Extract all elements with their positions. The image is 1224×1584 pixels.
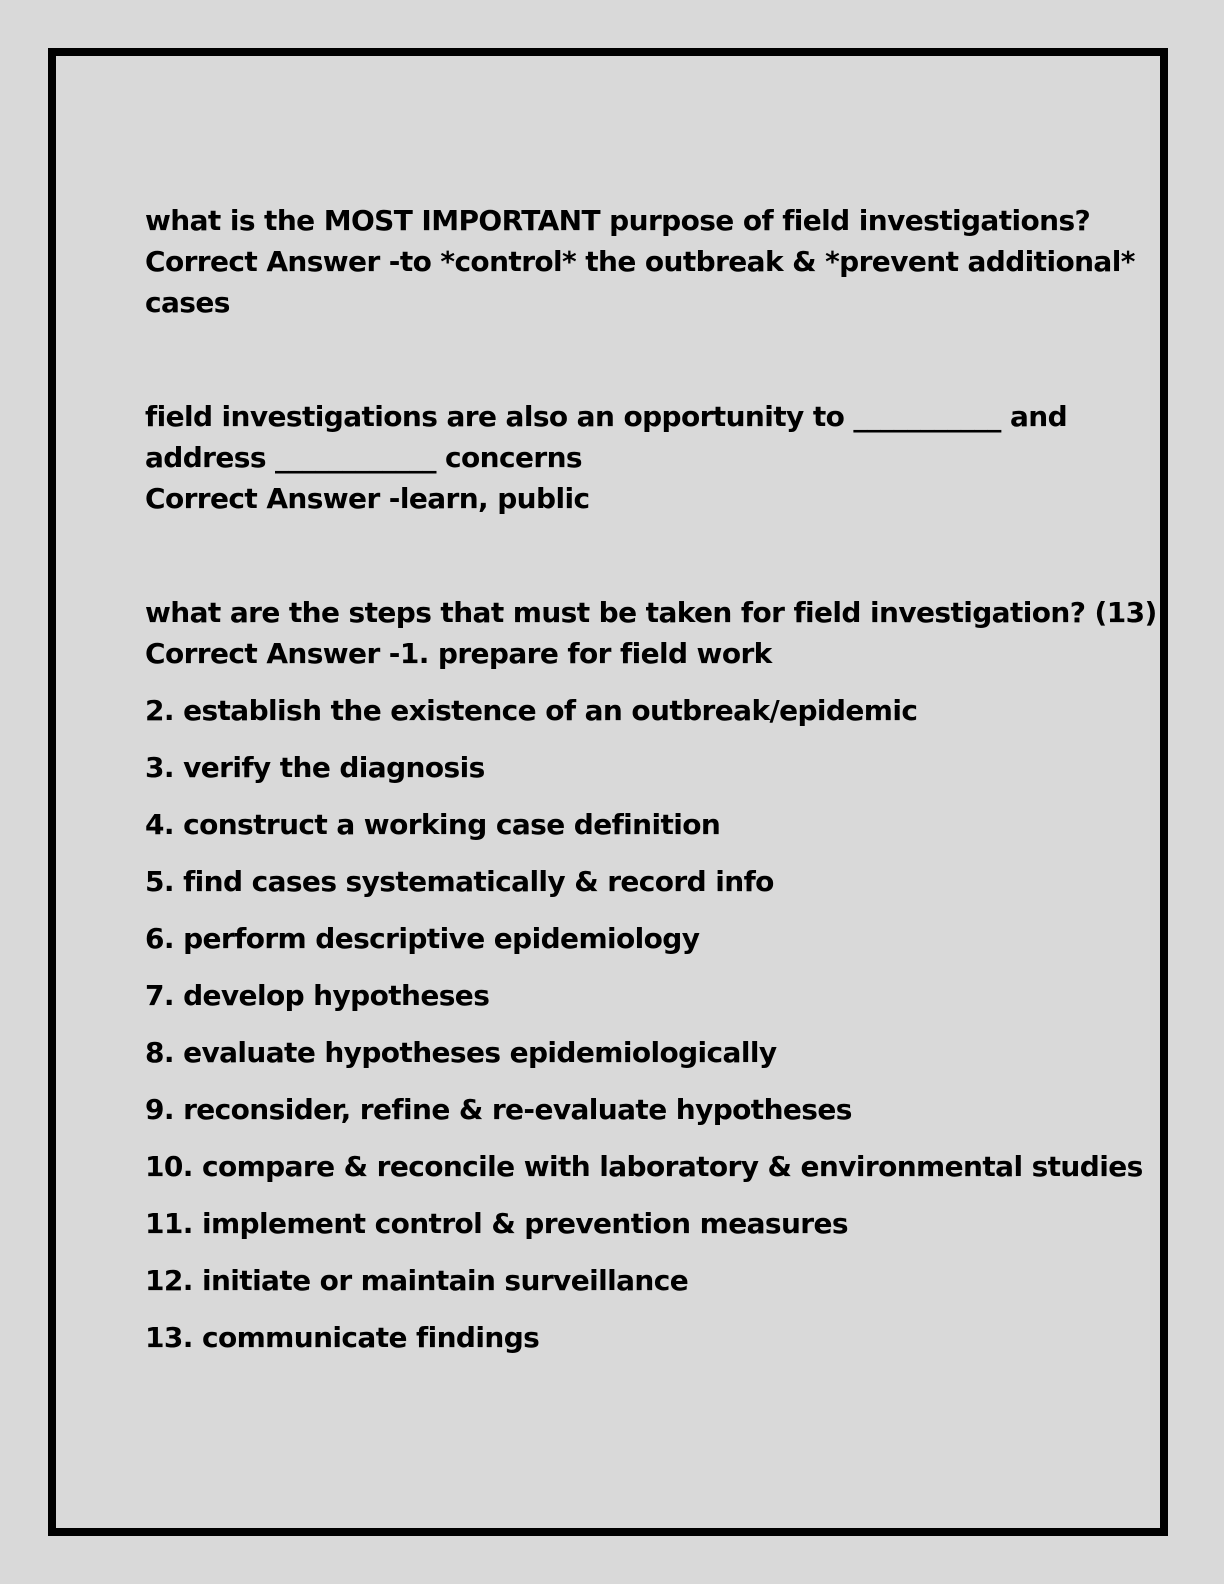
list-item: 11. implement control & prevention measures bbox=[145, 1207, 848, 1240]
steps-list bbox=[145, 690, 1143, 1358]
list-item: 7. develop hypotheses bbox=[145, 979, 490, 1012]
question-1-answer: Correct Answer -to *control* the outbreak & *prevent additional* bbox=[145, 245, 1135, 278]
question-3-answer: Correct Answer -1. prepare for field work bbox=[145, 637, 772, 670]
question-3-text: what are the steps that must be taken for field investigation? (13) bbox=[145, 596, 1157, 629]
question-3 bbox=[145, 592, 1157, 1358]
list-item: 13. communicate findings bbox=[145, 1321, 540, 1354]
question-1-text: what is the MOST IMPORTANT purpose of field investigations? bbox=[145, 204, 1091, 237]
list-item: 8. evaluate hypotheses epidemiologically bbox=[145, 1036, 777, 1069]
document-body bbox=[145, 200, 1157, 1374]
question-1 bbox=[145, 200, 1135, 323]
question-1-answer-cont: cases bbox=[145, 286, 230, 319]
question-2-text: field investigations are also an opportunity to ___________ and bbox=[145, 400, 1068, 433]
list-item: 5. find cases systematically & record info bbox=[145, 865, 774, 898]
list-item: 3. verify the diagnosis bbox=[145, 751, 485, 784]
list-item: 9. reconsider, refine & re-evaluate hypotheses bbox=[145, 1093, 852, 1126]
list-item: 6. perform descriptive epidemiology bbox=[145, 922, 700, 955]
list-item: 12. initiate or maintain surveillance bbox=[145, 1264, 689, 1297]
list-item: 2. establish the existence of an outbreak/epidemic bbox=[145, 694, 918, 727]
question-2 bbox=[145, 396, 1085, 519]
list-item: 10. compare & reconcile with laboratory & environmental studies bbox=[145, 1150, 1143, 1183]
list-item: 4. construct a working case definition bbox=[145, 808, 721, 841]
question-2-answer: Correct Answer -learn, public bbox=[145, 482, 590, 515]
question-2-text-cont: address ____________ concerns bbox=[145, 441, 582, 474]
